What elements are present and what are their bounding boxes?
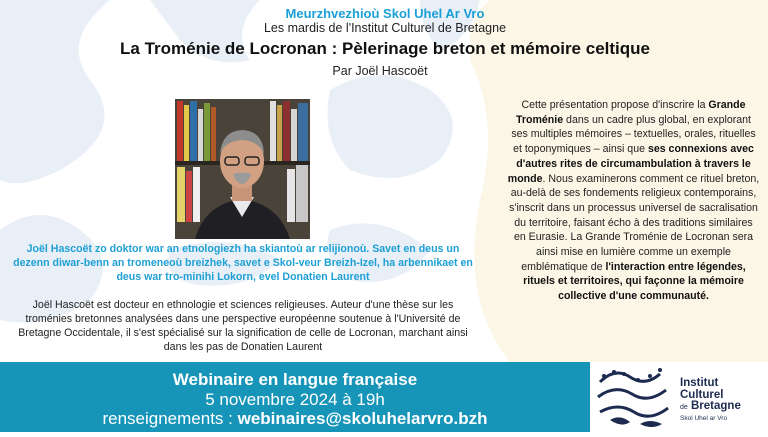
description-bold-2: ses connexions avec d'autres rites de circumambulation à travers le monde: [507, 143, 754, 185]
speaker-caption-breton: Joël Hascoët zo doktor war an etnologiezh ha skiantoù ar relijionoù. Savet en deus un dezenn diwar-benn an tromeneoù breizhek, savet e Skol-veur Breizh-Izel, ha arbennikaet en deus war tro-minihi Lokorn, evel Donatien Laurent: [13, 243, 473, 283]
logo-line-skol: Skol Uhel ar Vro: [680, 414, 728, 422]
description-text-3: . Nous examinerons comment ce rituel breton, au-delà de ses fondements religieux contemporains, s'inscrit dans un processus universel de sacralisation du territoire, faisant écho à des traditions similaires en Eurasie. La Grande Troménie de Locronan sera ainsi mise en lumière comme un exemple emblématique de: [509, 172, 760, 273]
description-text-1: Cette présentation propose d'inscrire la: [521, 99, 709, 111]
description-bold-3: l'interaction entre légendes, rituels et territoires, qui façonne la mémoire collective d'une communauté.: [523, 260, 746, 303]
page-title: La Troménie de Locronan : Pèlerinage breton et mémoire celtique: [120, 39, 650, 58]
logo-text: [680, 378, 741, 424]
logo-line-culturel: Culturel: [680, 388, 724, 401]
description-bold-1: Grande Troménie: [516, 99, 746, 126]
contact-label: renseignements :: [102, 409, 238, 428]
logo-line-bretagne-text: Bretagne: [691, 400, 741, 412]
footer-banner: [0, 362, 768, 432]
series-title: Meurzhvezhioù Skol Uhel Ar Vro: [285, 6, 485, 21]
contact-line: [0, 409, 590, 429]
logo-line-de: de: [680, 404, 688, 411]
webinar-date: 5 novembre 2024 à 19h: [205, 390, 385, 409]
institute-logo: [590, 362, 768, 432]
webinar-language: Webinaire en langue française: [172, 370, 418, 389]
presentation-description: [507, 98, 760, 304]
logo-emblem-icon: [590, 362, 676, 432]
speaker-photo: [175, 99, 310, 239]
contact-email-link[interactable]: webinaires@skoluhelarvro.bzh: [237, 409, 488, 428]
organization-line: Les mardis de l'Institut Culturel de Bretagne: [263, 21, 507, 35]
author-line: Par Joël Hascoët: [332, 64, 428, 78]
description-text-2: dans un cadre plus global, en explorant ses multiples mémoires – textuelles, orales, rituelles et toponymiques – ainsi que: [511, 113, 756, 156]
logo-line-bretagne: [680, 401, 741, 414]
logo-line-institut: Institut: [680, 377, 719, 389]
header: [60, 6, 710, 60]
speaker-bio-french: Joël Hascoët est docteur en ethnologie et sciences religieuses. Auteur d'une thèse sur les troménies bretonnes analysées dans une perspective européenne soutenue à l'Université de Bretagne Occidentale, il s'est spécialisé sur la signification de celle de Locronan, marchant ainsi dans les pas de Donatien Laurent: [18, 299, 468, 353]
